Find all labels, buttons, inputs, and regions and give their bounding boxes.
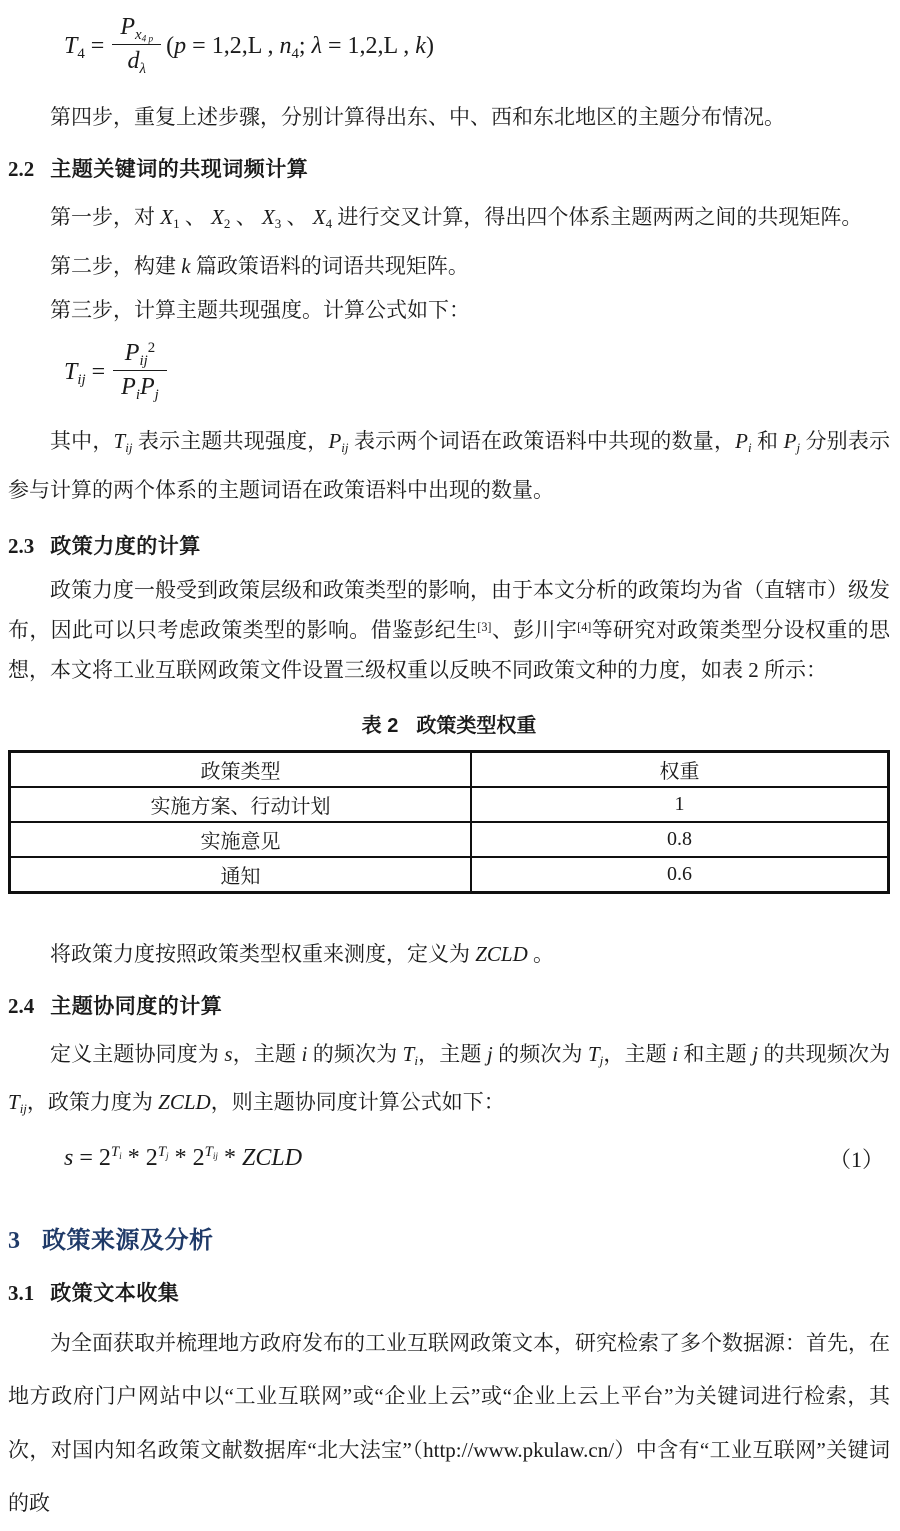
policy-type-weight-table <box>8 750 890 894</box>
table-cell-weight: 0.8 <box>471 822 889 857</box>
paragraph-policy-collection: 为全面获取并梳理地方政府发布的工业互联网政策文本，研究检索了多个数据源：首先，在地方政府门户网站中以“工业互联网”或“企业上云”或“企业上云上平台”为关键词进行检索，其次，对国内知名政策文献数据库“北大法宝”（http://www.pkulaw.cn/）中含有“工业互联网”关键词的政 <box>8 1330 890 1516</box>
table-cell-policy-type: 通知 <box>10 857 471 893</box>
section-title: 政策来源及分析 <box>42 1226 214 1254</box>
table-header-row <box>10 751 889 787</box>
section-heading-3-1 <box>8 1277 890 1307</box>
table-row <box>10 787 889 822</box>
paragraph-synergy-define: 定义主题协同度为 s，主题 i 的频次为 $T_i$，主题 j 的频次为 $T_j$，主题 i 和主题 j 的共现频次为 $T_{ij}$，政策力度为 ZCLD，则主题协同度计算公式如下： <box>8 1042 891 1117</box>
table2-caption-label: 表 2 <box>361 714 399 737</box>
table-row <box>10 857 889 893</box>
section-title: 政策力度的计算 <box>50 534 201 558</box>
section-title: 主题协同度的计算 <box>50 995 223 1019</box>
table-cell-weight: 1 <box>471 787 889 822</box>
equation-number: （1） <box>828 1146 884 1172</box>
table2-caption-title: 政策类型权重 <box>416 714 537 737</box>
paragraph-step4: 第四步，重复上述步骤，分别计算得出东、中、西和东北地区的主题分布情况。 <box>50 105 785 129</box>
table-cell-weight: 0.6 <box>471 857 889 893</box>
section-heading-2-2 <box>8 153 890 183</box>
table-header-weight: 权重 <box>471 751 889 787</box>
section-number: 2.2 <box>8 157 35 182</box>
section-number: 2.4 <box>8 994 35 1019</box>
table2-caption <box>8 709 890 738</box>
table-row <box>10 822 889 857</box>
paragraph-step1: 第一步，对 $X_1$ 、 $X_2$ 、 $X_3$ 、 $X_4$ 进行交叉计算，得出四个体系主题两两之间的共现矩阵。 <box>50 205 863 232</box>
section-heading-3 <box>8 1220 890 1255</box>
paragraph-tij-explain: 其中，$T_{ij}$ 表示主题共现强度，$P_{ij}$ 表示两个词语在政策语料中共现的数量，$P_i$ 和 $P_j$ 分别表示参与计算的两个体系的主题词语在政策语料中出现的数量。 <box>8 429 891 502</box>
equation-s-row <box>8 1143 884 1174</box>
equation-s: $s = 2^{T_i} * 2^{T_j} * 2^{T_{ij}}$ * ZCLD <box>64 1144 303 1171</box>
section-number: 3.1 <box>8 1280 35 1305</box>
paragraph-policy-strength: 政策力度一般受到政策层级和政策类型的影响，由于本文分析的政策均为省（直辖市）级发布，因此可以只考虑政策类型的影响。借鉴彭纪生[3]、彭川宇[4]等研究对政策类型分设权重的思想，本文将工业互联网政策文件设置三级权重以反映不同政策文种的力度，如表 2 所示： <box>8 577 891 683</box>
table-cell-policy-type: 实施意见 <box>10 822 471 857</box>
section-heading-2-4 <box>8 990 890 1020</box>
section-heading-2-3 <box>8 530 890 560</box>
equation-t4: $T_4$ = $\frac{P_{x_{4 p}}}{d_\lambda}$ (p = 1,2,L , $n_4$; λ = 1,2,L , k) <box>64 14 434 78</box>
equation-tij: $T_{ij}$ = $\frac{P_{ij}^2}{P_iP_j}$ <box>64 340 890 407</box>
section-title: 主题关键词的共现词频计算 <box>50 158 309 182</box>
table-header-policy-type: 政策类型 <box>10 751 471 787</box>
paragraph-step3: 第三步，计算主题共现强度。计算公式如下： <box>50 297 470 322</box>
section-number: 2.3 <box>8 533 35 558</box>
section-title: 政策文本收集 <box>50 1281 180 1305</box>
paragraph-zcld-define: 将政策力度按照政策类型权重来测度，定义为 ZCLD 。 <box>50 941 555 966</box>
paragraph-step2: 第二步，构建 k 篇政策语料的词语共现矩阵。 <box>50 253 469 278</box>
table-cell-policy-type: 实施方案、行动计划 <box>10 787 471 822</box>
section-number: 3 <box>8 1227 20 1254</box>
